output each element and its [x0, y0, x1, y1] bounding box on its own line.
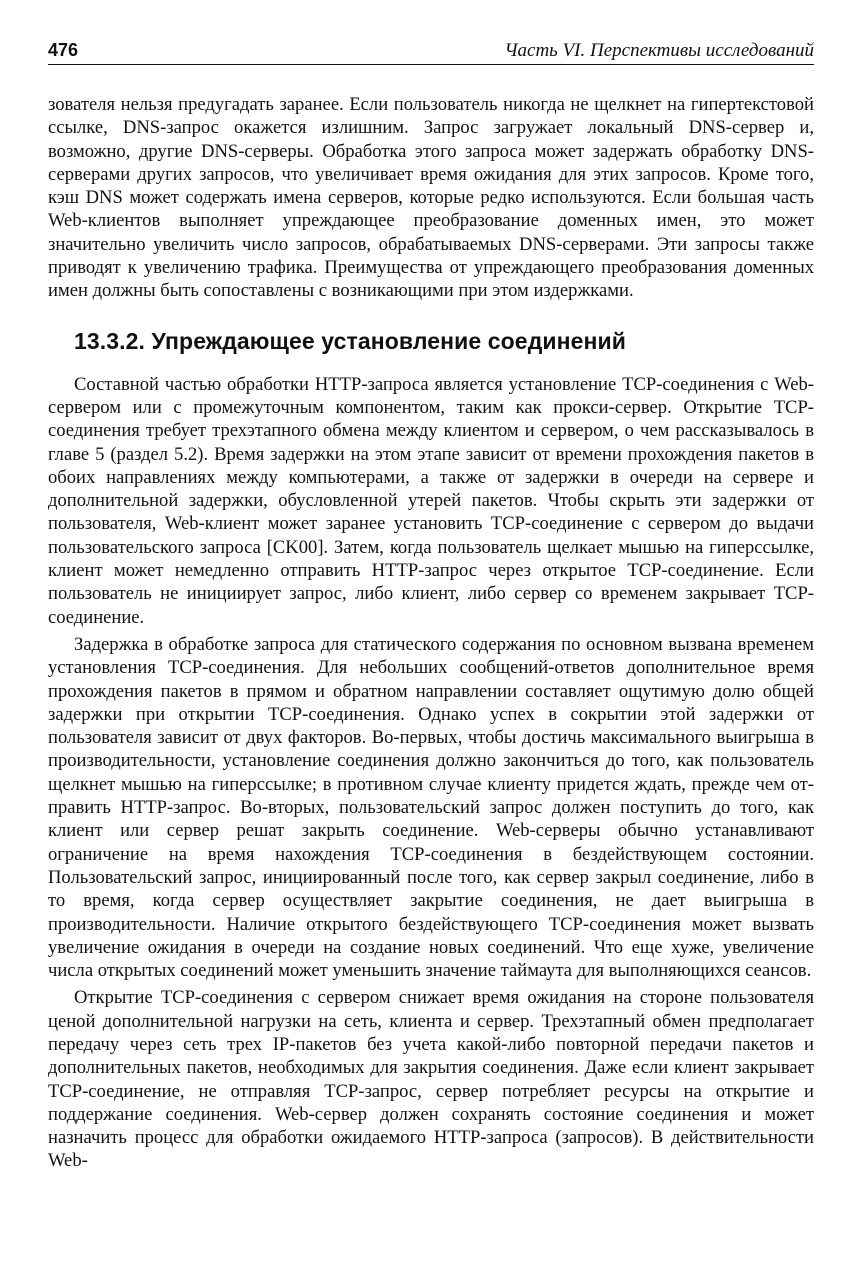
paragraph-latency-factors: Задержка в обработке запроса для статического содержания по основном вызвана временем установления TCP-соединения. Для небольших сообщений-ответов дополнительное время прохождения пакетов в прямом и обратном направлении составляет ощутимую долю общей задержки при открытии TCP-соединения. Однако успех в сокрытии этой задержки от пользователя зависит от двух факторов. Во-первых, чтобы достичь максимального выигрыша в производительности, установление соединения должно закончиться до того, как пользователь щелкнет мышью на гиперссылке; в противном случае клиенту придется ждать, прежде чем отправить HTTP-запрос. Во-вторых, пользовательский запрос должен поступить до того, как клиент или сервер решат закрыть соединение. Web-серверы обычно устанавливают ограничение на время нахождения TCP-соединения в бездействующем состоянии. Пользовательский запрос, инициированный после того, как сервер закрыл соединение, либо в то время, когда сервер осуществляет закрытие соединения, не дает выигрыша в производительности. Наличие открытого бездействующего TCP-соединения может вызвать увеличение ожидания в очереди на создание новых соединений. Что еще хуже, увеличение числа открытых соединений может уменьшить значение таймаута для выполняющихся сеансов. [48, 633, 814, 982]
book-page [48, 38, 814, 1173]
paragraph-overhead: Открытие TCP-соединения с сервером снижает время ожидания на стороне пользователя ценой дополнительной нагрузки на сеть, клиента и сервер. Трехэтапный обмен предполагает передачу через сеть трех IP-пакетов без учета какой-либо повторной передачи пакетов и дополнительных пакетов, необходимых для закрытия соединения. Даже если клиент закрывает TCP-соединение, не отправляя TCP-запрос, сервер потребляет ресурсы на открытие и поддержание соединения. Web-сервер должен сохранять состояние соединения и может назначить процесс для обработки ожидаемого HTTP-запроса (запросов). В действительности Web- [48, 987, 814, 1172]
page-number: 476 [48, 40, 79, 60]
paragraph-tcp-setup: Составной частью обработки HTTP-запроса является установление TCP-соединения с Web-сервером или с промежуточным компонентом, таким как прокси-сервер. Открытие TCP-соединения требует трехэтапного обмена между клиентом и сервером, о чем рассказывалось в главе 5 (раздел 5.2). Время задержки на этом этапе зависит от времени прохождения пакетов в обоих направлениях между компьютерами, а также от задержки в очереди на сервере и дополнительной задержки, обусловленной утерей пакетов. Чтобы скрыть эти задержки от пользователя, Web-клиент может заранее установить TCP-соединение с сервером до выдачи пользовательского запроса [CK00]. Затем, когда пользователь щелкает мышью на гиперссылке, клиент может немедленно отправить HTTP-запрос через открытое TCP-соединение. Если пользователь не инициирует запрос, либо клиент, либо сервер со временем закрывает TCP-соединение. [48, 373, 814, 628]
running-title: Часть VI. Перспективы исследований [504, 40, 814, 61]
body-text [48, 93, 814, 1173]
intro-paragraph: зователя нельзя предугадать заранее. Если пользователь никогда не щелкнет на гипертекстовой ссылке, DNS-запрос окажется излишним. Запрос загружает локальный DNS-сервер и, возможно, другие DNS-серверы. Обработка этого запроса может задержать обработку DNS-серверами других запросов, что увеличивает время ожидания для этих запросов. Кроме того, кэш DNS может содержать имена серверов, которые редко используются. Если большая часть Web-клиентов выполняет упреждающее преобразование доменных имен, это может значительно увеличить число запросов, обрабатываемых DNS-серверами. Эти запросы также приводят к увеличению трафика. Преимущества от упреждающего преобразования доменных имен должны быть сопоставлены с возникающими при этом издержками. [48, 94, 814, 302]
running-header [48, 38, 814, 65]
section-heading: 13.3.2. Упреждающее установление соединений [74, 327, 626, 354]
